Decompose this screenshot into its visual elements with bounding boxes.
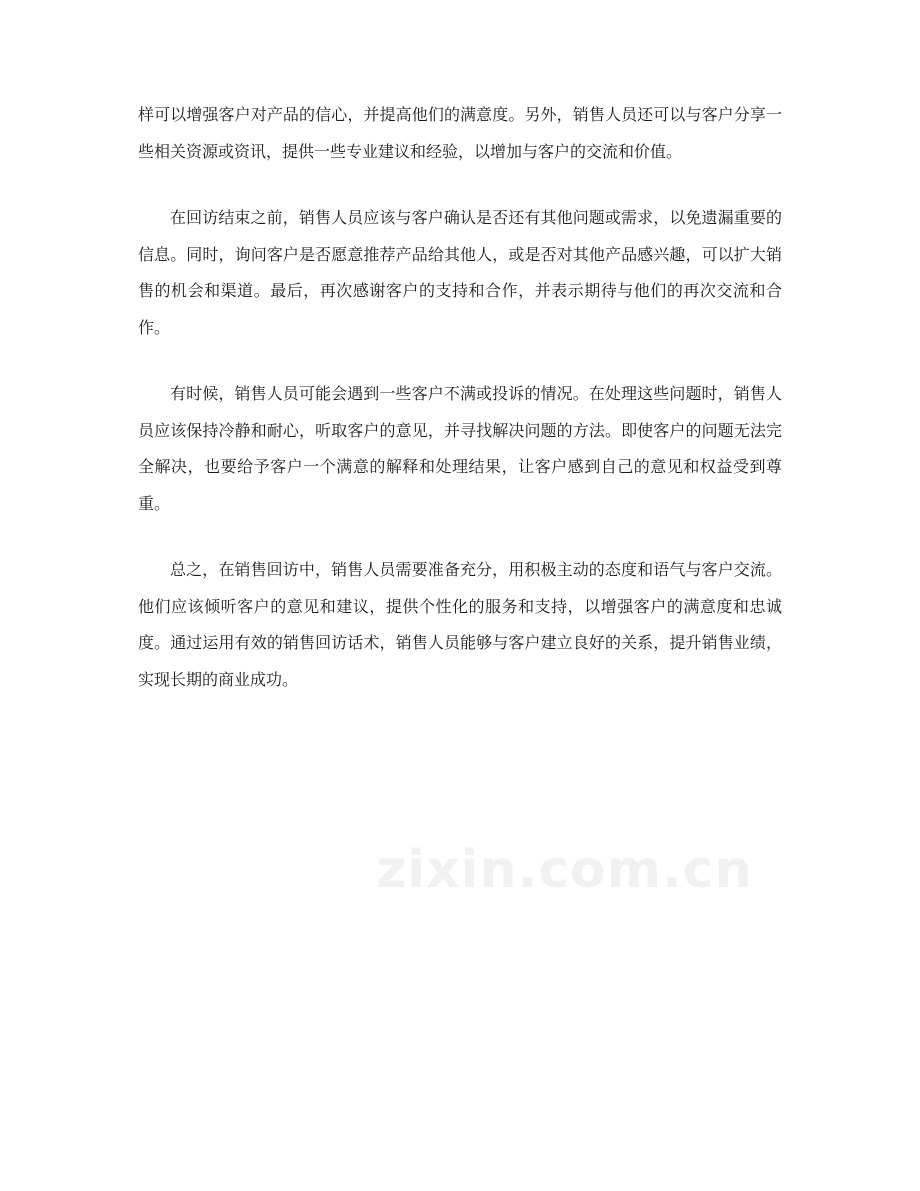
paragraph-4: 总之，在销售回访中，销售人员需要准备充分，用积极主动的态度和语气与客户交流。他们应该倾听客户的意见和建议，提供个性化的服务和支持，以增强客户的满意度和忠诚度。通过运用有效的销售回访话术，销售人员能够与客户建立良好的关系，提升销售业绩，实现长期的商业成功。 bbox=[138, 560, 782, 689]
watermark: zixin.com.cn bbox=[376, 840, 753, 900]
document-body bbox=[138, 97, 782, 728]
paragraph-2: 在回访结束之前，销售人员应该与客户确认是否还有其他问题或需求，以免遗漏重要的信息。同时，询问客户是否愿意推荐产品给其他人，或是否对其他产品感兴趣，可以扩大销售的机会和渠道。最后，再次感谢客户的支持和合作，并表示期待与他们的再次交流和合作。 bbox=[138, 208, 782, 337]
paragraph-3: 有时候，销售人员可能会遇到一些客户不满或投诉的情况。在处理这些问题时，销售人员应该保持冷静和耐心，听取客户的意见，并寻找解决问题的方法。即使客户的问题无法完全解决，也要给予客户一个满意的解释和处理结果，让客户感到自己的意见和权益受到尊重。 bbox=[138, 384, 782, 513]
paragraph-1: 样可以增强客户对产品的信心，并提高他们的满意度。另外，销售人员还可以与客户分享一些相关资源或资讯，提供一些专业建议和经验，以增加与客户的交流和价值。 bbox=[138, 105, 782, 161]
